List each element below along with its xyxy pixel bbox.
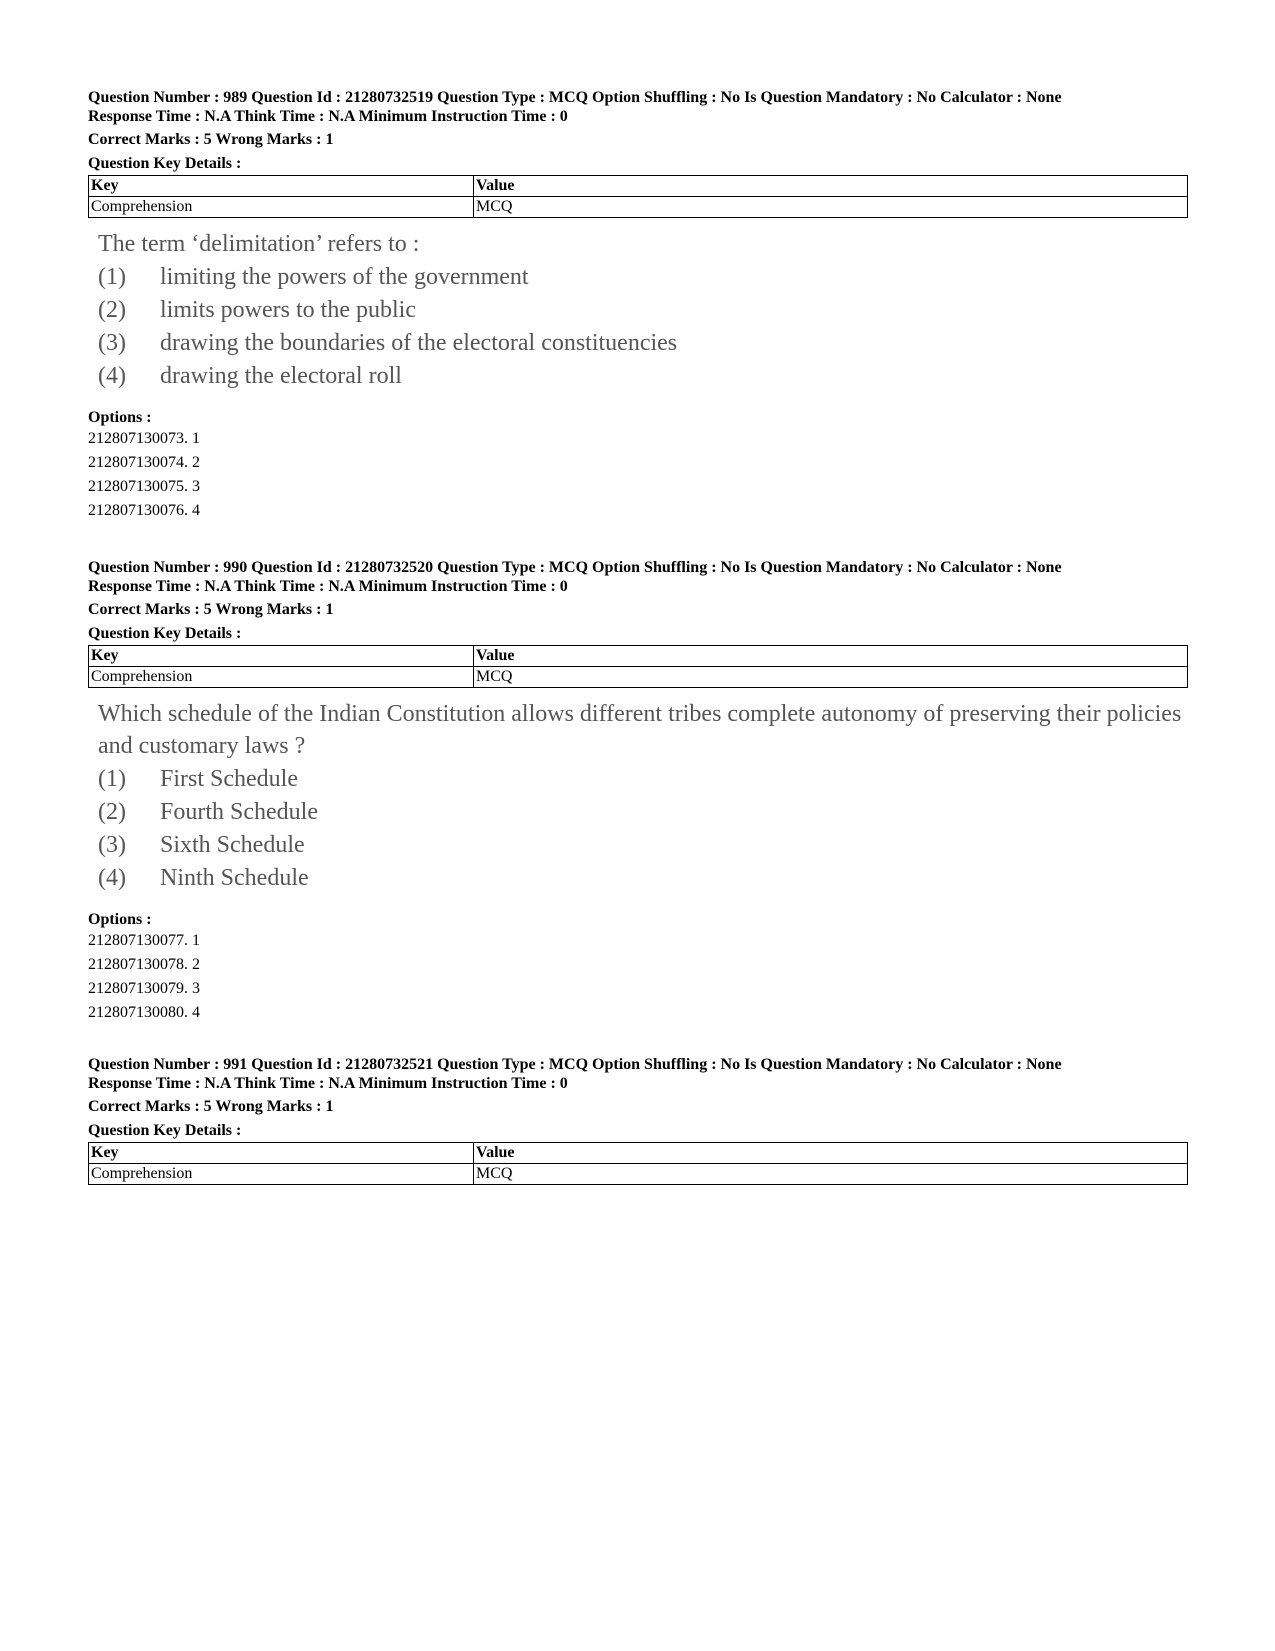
table-header-row [89,1143,1188,1164]
option-id: 212807130077. 1 [88,932,200,949]
choice-text: Ninth Schedule [160,864,309,891]
choice-number: (1) [98,263,126,290]
value-cell: MCQ [474,197,1188,218]
choice-number: (3) [98,329,126,356]
option-id: 212807130076. 4 [88,502,200,519]
value-header: Value [474,1143,1188,1164]
options-label: Options : [88,911,152,928]
question-meta-line2: Response Time : N.A Think Time : N.A Minimum Instruction Time : 0 [88,108,568,125]
choice-item [98,795,1188,828]
option-id: 212807130073. 1 [88,430,200,447]
question-meta-line2: Response Time : N.A Think Time : N.A Minimum Instruction Time : 0 [88,1075,568,1092]
option-id: 212807130078. 2 [88,956,200,973]
choice-item [98,293,1188,326]
choice-text: limits powers to the public [160,296,416,323]
option-id: 212807130080. 4 [88,1004,200,1021]
table-row [89,667,1188,688]
key-header: Key [89,176,474,197]
key-details-table [88,1142,1188,1185]
table-row [89,197,1188,218]
marks-line: Correct Marks : 5 Wrong Marks : 1 [88,131,334,148]
question-text: The term ‘delimitation’ refers to : [98,231,420,257]
options-label: Options : [88,409,152,426]
value-cell: MCQ [474,667,1188,688]
choice-item [98,359,1188,392]
key-cell: Comprehension [89,1164,474,1185]
choice-number: (4) [98,362,126,389]
value-header: Value [474,176,1188,197]
question-block-991 [88,1055,1188,1185]
value-header: Value [474,646,1188,667]
choice-item [98,828,1188,861]
choice-text: drawing the boundaries of the electoral constituencies [160,329,678,356]
choice-text: First Schedule [160,765,298,792]
choice-number: (3) [98,831,126,858]
question-text: Which schedule of the Indian Constitution allows different tribes complete autonomy of preserving their policies and customary laws ? [98,701,1182,759]
key-cell: Comprehension [89,667,474,688]
choice-number: (2) [98,296,126,323]
key-details-table [88,645,1188,688]
choice-item [98,861,1188,894]
question-meta-line2: Response Time : N.A Think Time : N.A Minimum Instruction Time : 0 [88,578,568,595]
key-cell: Comprehension [89,197,474,218]
key-details-label: Question Key Details : [88,1122,242,1139]
question-stem [88,698,1188,894]
table-row [89,1164,1188,1185]
option-id: 212807130079. 3 [88,980,200,997]
choice-text: drawing the electoral roll [160,362,402,389]
value-cell: MCQ [474,1164,1188,1185]
table-header-row [89,176,1188,197]
key-details-table [88,175,1188,218]
question-block-990 [88,558,1188,1025]
option-id: 212807130075. 3 [88,478,200,495]
table-header-row [89,646,1188,667]
question-block-989 [88,88,1188,523]
choice-text: Sixth Schedule [160,831,305,858]
choice-item [98,260,1188,293]
key-header: Key [89,646,474,667]
choice-text: Fourth Schedule [160,798,318,825]
question-meta-line1: Question Number : 989 Question Id : 21280732519 Question Type : MCQ Option Shuffling : No Is Question Mandatory : No Calculator : None [88,89,1062,106]
choice-item [98,326,1188,359]
key-details-label: Question Key Details : [88,155,242,172]
choice-number: (4) [98,864,126,891]
option-id: 212807130074. 2 [88,454,200,471]
marks-line: Correct Marks : 5 Wrong Marks : 1 [88,601,334,618]
question-stem [88,228,1188,392]
choice-item [98,762,1188,795]
question-meta-line1: Question Number : 990 Question Id : 21280732520 Question Type : MCQ Option Shuffling : No Is Question Mandatory : No Calculator : None [88,559,1062,576]
choice-text: limiting the powers of the government [160,263,529,290]
choice-number: (2) [98,798,126,825]
question-meta-line1: Question Number : 991 Question Id : 21280732521 Question Type : MCQ Option Shuffling : No Is Question Mandatory : No Calculator : None [88,1056,1062,1073]
marks-line: Correct Marks : 5 Wrong Marks : 1 [88,1098,334,1115]
key-details-label: Question Key Details : [88,625,242,642]
key-header: Key [89,1143,474,1164]
choice-number: (1) [98,765,126,792]
